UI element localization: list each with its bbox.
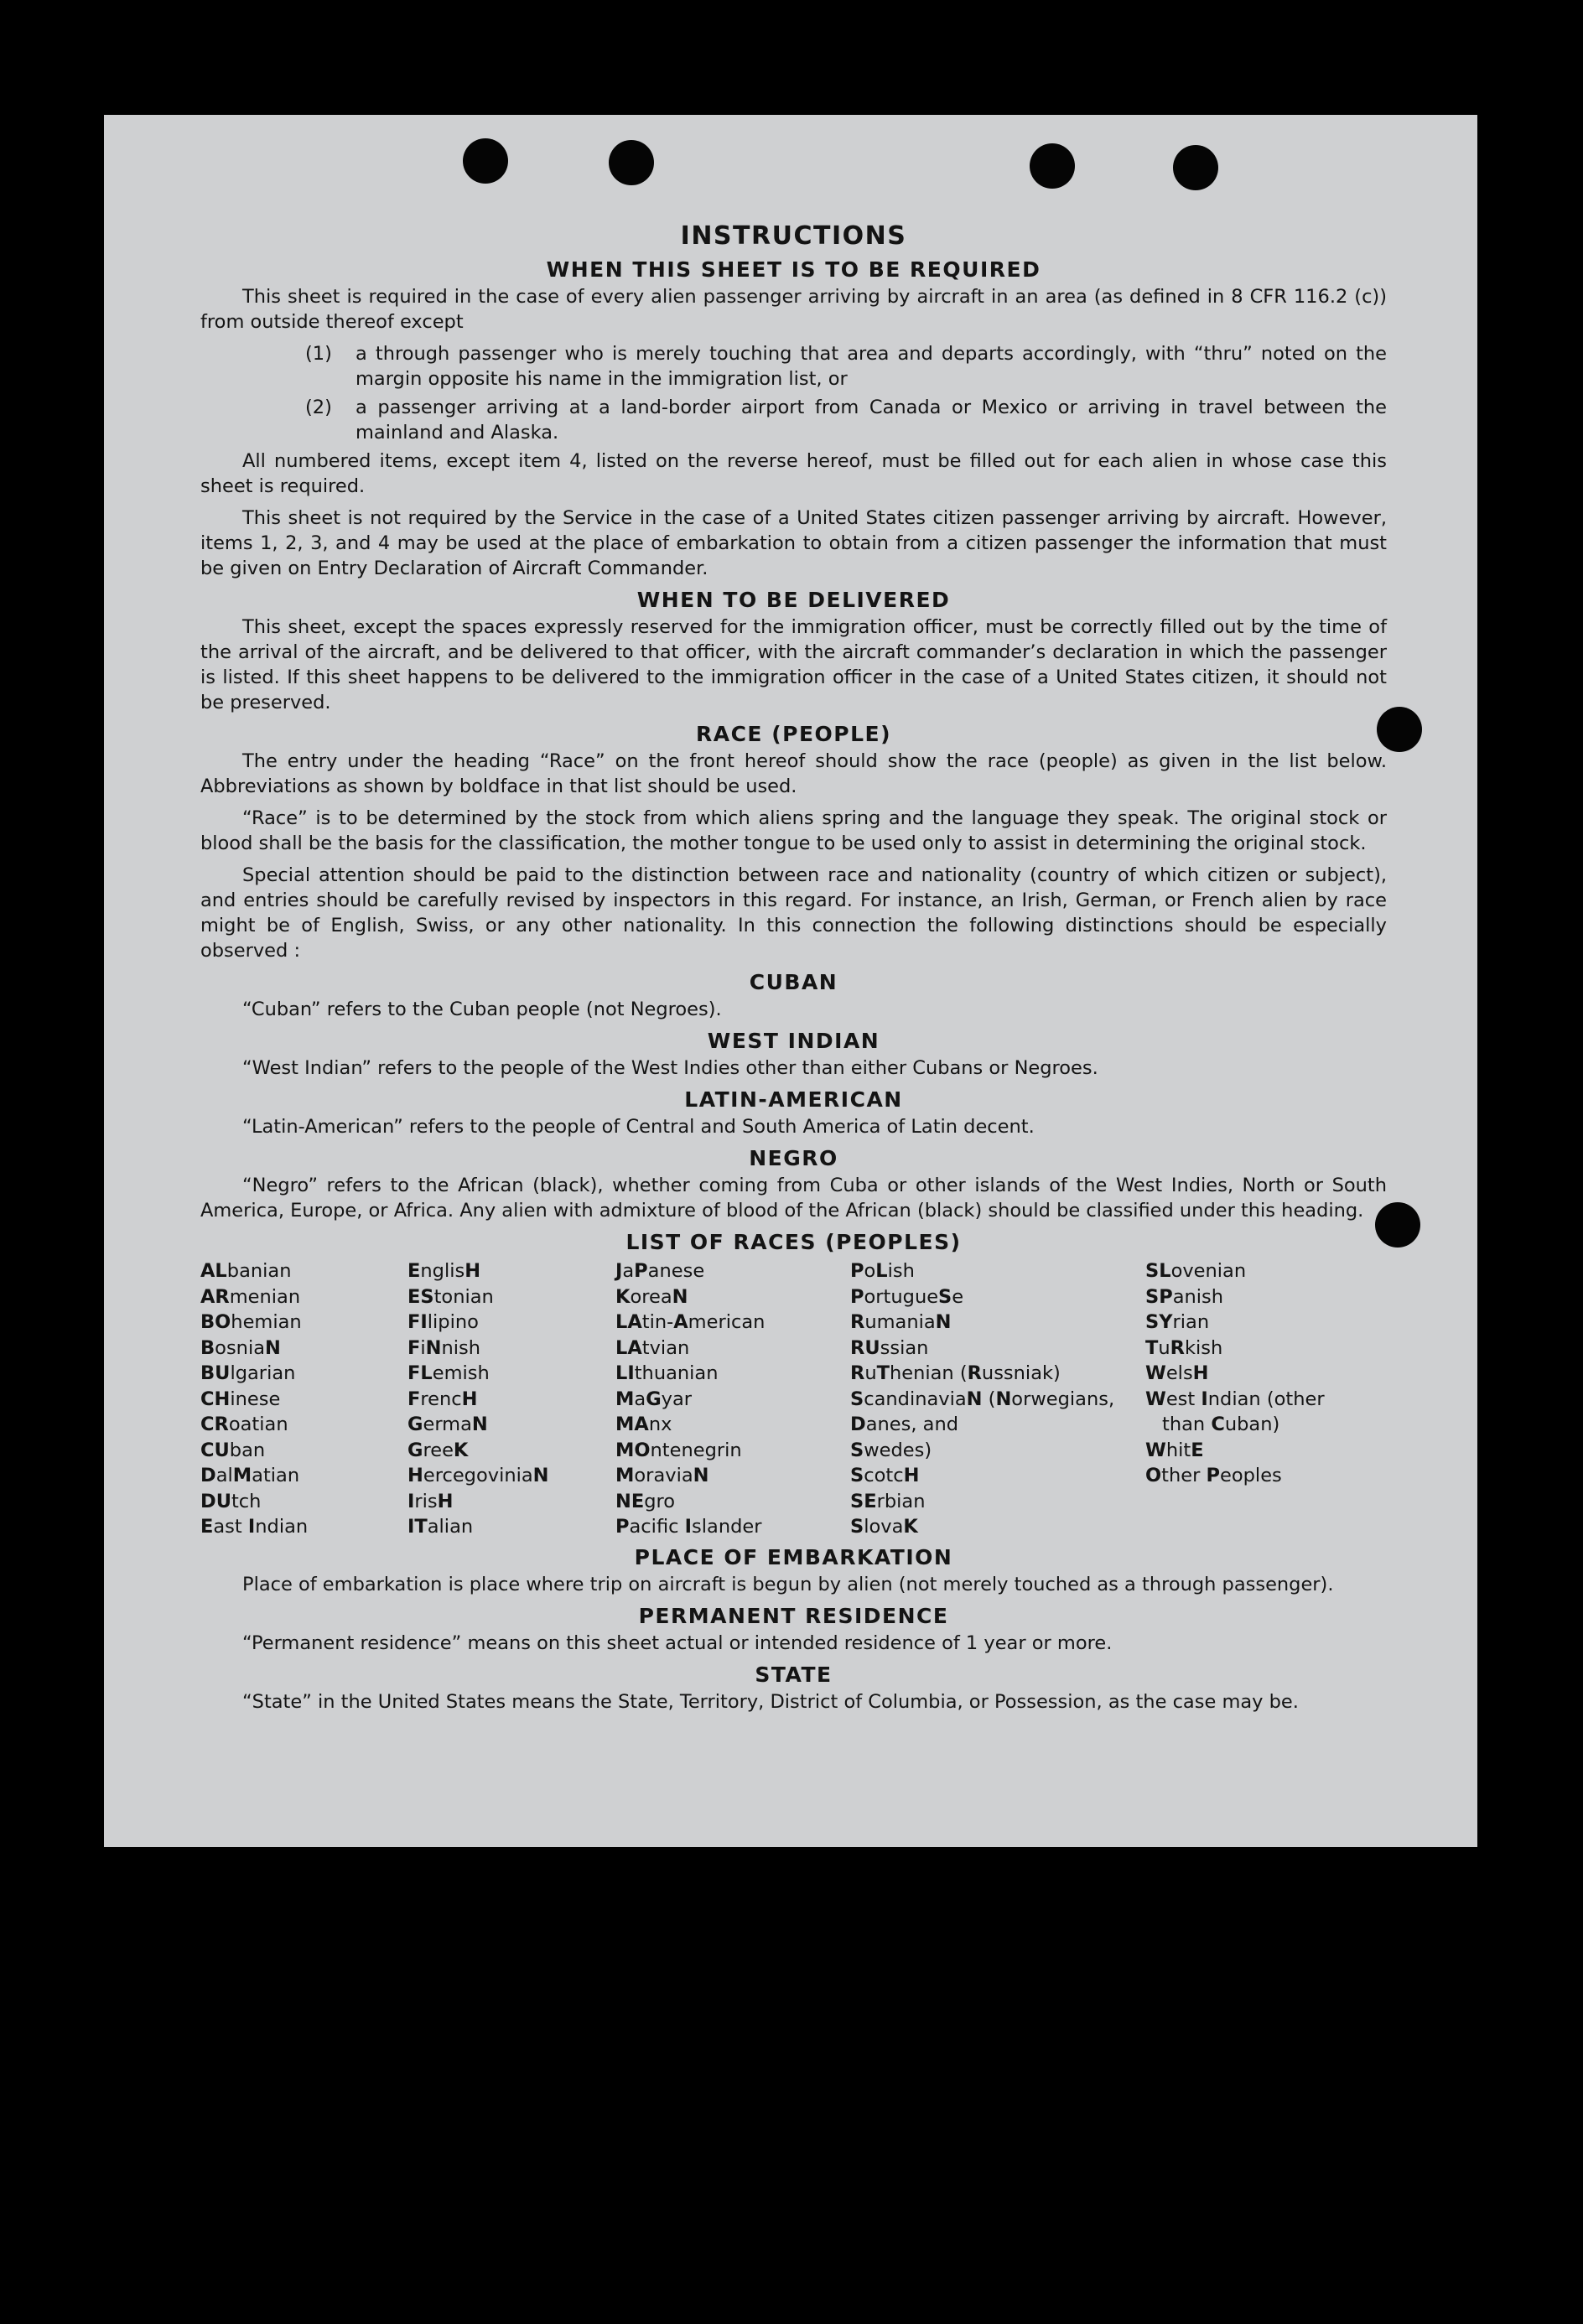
race-item: GermaN — [407, 1414, 488, 1435]
race-paragraph-2: “Race” is to be determined by the stock from which aliens spring and the language they speak. The original stock or blood shall be the basis for the classification, the mother tongue to be used only to assist in determining the original stock. — [200, 807, 1387, 854]
race-item: SYrian — [1145, 1311, 1210, 1333]
race-item: FIlipino — [407, 1311, 479, 1333]
race-item: IrisH — [407, 1490, 454, 1512]
when-delivered-heading: WHEN TO BE DELIVERED — [636, 588, 951, 612]
race-item: ScandinaviaN (Norwegians, — [850, 1388, 1115, 1410]
race-item: LIthuanian — [615, 1362, 719, 1384]
punch-hole-2 — [609, 140, 654, 185]
state-heading: STATE — [755, 1662, 833, 1687]
punch-hole-1 — [463, 138, 508, 184]
race-item: FLemish — [407, 1362, 490, 1384]
punch-hole-5 — [1377, 707, 1422, 752]
races-column-1 — [200, 1258, 407, 1540]
race-paragraph-1: The entry under the heading “Race” on the front hereof should show the race (people) as given in the list below. Abbreviations as shown by boldface in that list should be used. — [200, 750, 1387, 797]
race-item: NEgro — [615, 1490, 676, 1512]
race-item: ITalian — [407, 1516, 474, 1538]
race-item: HercegoviniaN — [407, 1465, 549, 1486]
race-item: RuThenian (Russniak) — [850, 1362, 1061, 1384]
exception-2-number: (2) — [305, 397, 332, 418]
race-item: BUlgarian — [200, 1362, 296, 1384]
place-of-embarkation-text: Place of embarkation is place where trip on aircraft is begun by alien (not merely touched as a through passenger). — [242, 1573, 1334, 1595]
citizen-paragraph: This sheet is not required by the Service in the case of a United States citizen passenger arriving by aircraft. However, items 1, 2, 3, and 4 may be used at the place of embarkation to obtain from a citizen passenger the information that must be given on Entry Declaration of Aircraft Commander. — [200, 507, 1387, 579]
race-item: MaGyar — [615, 1388, 693, 1410]
races-column-3 — [615, 1258, 850, 1540]
race-item: PortugueSe — [850, 1285, 964, 1308]
race-item: SPanish — [1145, 1285, 1224, 1308]
race-item-continued: Swedes) — [850, 1439, 932, 1461]
race-item: ALbanian — [200, 1260, 292, 1282]
race-item: SErbian — [850, 1490, 926, 1512]
race-paragraph-3: Special attention should be paid to the distinction between race and nationality (country of which citizen or subject), and entries should be carefully revised by inspectors in this regard. For instance, an Irish, German, or French alien by race might be of English, Swiss, or any other nationality. In this connection the following distinctions should be especially observed : — [200, 864, 1387, 962]
race-item: SlovaK — [850, 1516, 918, 1538]
punch-hole-6 — [1375, 1202, 1420, 1248]
race-item: RUssian — [850, 1336, 929, 1359]
west-indian-text: “West Indian” refers to the people of the West Indies other than either Cubans or Negroes. — [242, 1057, 1098, 1079]
race-item: CRoatian — [200, 1414, 288, 1435]
page-title: INSTRUCTIONS — [680, 221, 907, 251]
cuban-heading: CUBAN — [749, 970, 838, 994]
race-item: KoreaN — [615, 1285, 688, 1308]
race-item-continued: Danes, and — [850, 1414, 958, 1435]
race-item: Pacifc Islander — [615, 1516, 762, 1538]
race-item: BOhemian — [200, 1311, 302, 1333]
race-item: PoLish — [850, 1260, 915, 1282]
exception-1 — [200, 341, 1387, 392]
punch-hole-4 — [1173, 145, 1218, 190]
permanent-residence-text: “Permanent residence” means on this sheet actual or intended residence of 1 year or more. — [242, 1631, 1113, 1654]
race-item: CHinese — [200, 1388, 281, 1410]
race-item: DalMatian — [200, 1465, 300, 1486]
race-item: ScotcH — [850, 1465, 920, 1486]
when-required-intro: This sheet is required in the case of every alien passenger arriving by aircraft in an area (as defined in 8 CFR 116.2 (c)) from outside thereof except — [200, 286, 1387, 333]
numbered-items-paragraph: All numbered items, except item 4, listed on the reverse hereof, must be filled out for each alien in whose case this sheet is required. — [200, 450, 1387, 497]
latin-american-heading: LATIN-AMERICAN — [684, 1087, 903, 1112]
exception-1-number: (1) — [305, 343, 332, 365]
race-item: FiNnish — [407, 1336, 481, 1359]
race-item: MAnx — [615, 1414, 672, 1435]
races-column-4 — [850, 1258, 1145, 1540]
negro-heading: NEGRO — [749, 1146, 838, 1170]
race-item: West Indian (other — [1145, 1388, 1325, 1410]
latin-american-text: “Latin-American” refers to the people of Central and South America of Latin decent. — [242, 1116, 1035, 1138]
race-heading: RACE (PEOPLE) — [695, 722, 892, 746]
race-item: East Indian — [200, 1516, 309, 1538]
race-item: DUtch — [200, 1490, 262, 1512]
race-item: Other Peoples — [1145, 1465, 1282, 1486]
race-item: EnglisH — [407, 1260, 481, 1282]
race-item-continued: than Cuban) — [1162, 1414, 1280, 1435]
west-indian-heading: WEST INDIAN — [707, 1029, 880, 1053]
races-list — [200, 1258, 1387, 1540]
races-column-5 — [1145, 1258, 1380, 1540]
race-item: TuRkish — [1145, 1336, 1223, 1359]
race-item: WhitE — [1145, 1439, 1204, 1461]
race-item: JaPanese — [615, 1260, 705, 1282]
when-delivered-paragraph: This sheet, except the spaces expressly reserved for the immigration officer, must be correctly filled out by the time of the arrival of the aircraft, and be delivered to that officer, with the aircraft commander’s declaration in which the passenger is listed. If this sheet happens to be delivered to the immigration officer in the case of a United States citizen, it should not be preserved. — [200, 616, 1387, 713]
race-item: LAtin-American — [615, 1311, 766, 1333]
race-item: CUban — [200, 1439, 266, 1461]
exception-2 — [200, 395, 1387, 445]
race-item: GreeK — [407, 1439, 469, 1461]
race-item: EStonian — [407, 1285, 494, 1308]
race-item: MOntenegrin — [615, 1439, 742, 1461]
permanent-residence-heading: PERMANENT RESIDENCE — [638, 1603, 949, 1628]
race-item: WelsH — [1145, 1362, 1209, 1384]
race-item: ARmenian — [200, 1285, 301, 1308]
race-item: BosniaN — [200, 1336, 281, 1359]
race-item: SLovenian — [1145, 1260, 1247, 1282]
race-item: RumaniaN — [850, 1311, 952, 1333]
punch-hole-3 — [1030, 143, 1075, 189]
when-required-heading: WHEN THIS SHEET IS TO BE REQUIRED — [546, 257, 1041, 282]
exception-1-text: a through passenger who is merely touching that area and departs accordingly, with “thru” noted on the margin opposite his name in the immigration list, or — [356, 343, 1387, 390]
list-of-races-heading: LIST OF RACES (PEOPLES) — [625, 1230, 962, 1254]
cuban-text: “Cuban” refers to the Cuban people (not Negroes). — [242, 999, 722, 1020]
race-item: MoraviaN — [615, 1465, 709, 1486]
negro-text: “Negro” refers to the African (black), whether coming from Cuba or other islands of the West Indies, North or South America, Europe, or Africa. Any alien with admixture of blood of the African (black) should be classified under this heading. — [200, 1175, 1387, 1222]
exception-2-text: a passenger arriving at a land-border airport from Canada or Mexico or arriving in travel between the mainland and Alaska. — [356, 397, 1387, 444]
state-text: “State” in the United States means the State, Territory, District of Columbia, or Possession, as the case may be. — [242, 1690, 1299, 1713]
race-item: LAtvian — [615, 1336, 690, 1359]
place-of-embarkation-heading: PLACE OF EMBARKATION — [634, 1544, 953, 1569]
races-column-2 — [407, 1258, 615, 1540]
instruction-sheet — [104, 115, 1477, 1847]
race-item: FrencH — [407, 1388, 478, 1410]
